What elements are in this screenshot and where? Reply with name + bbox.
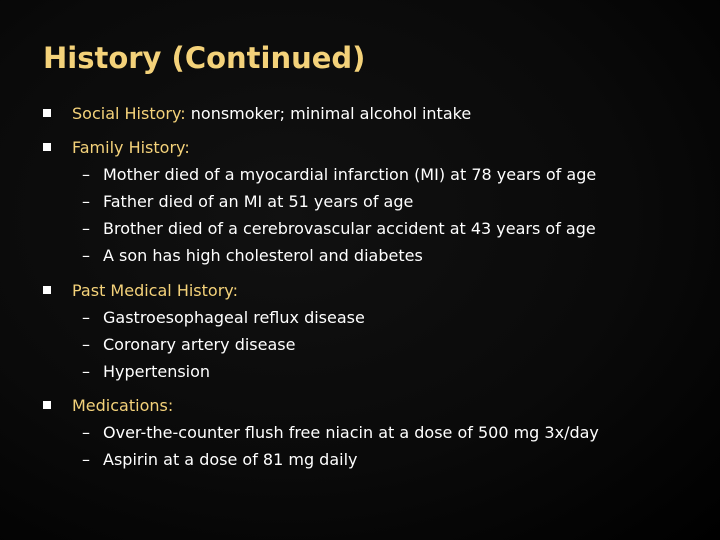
list-item [43, 188, 703, 215]
square-bullet-icon [43, 286, 51, 294]
social-history-value: nonsmoker; minimal alcohol intake [185, 104, 472, 123]
family-history-item: Mother died of a myocardial infarction (MI) at 78 years of age [103, 165, 597, 184]
list-item [43, 446, 703, 473]
dash-bullet-icon: – [82, 165, 90, 184]
social-history-label: Social History: [72, 104, 186, 123]
list-item [43, 419, 703, 446]
social-history-bullet-row [43, 100, 703, 127]
dash-bullet-icon: – [82, 246, 90, 265]
past-medical-history-item: Hypertension [103, 362, 211, 381]
list-item [43, 161, 703, 188]
past-medical-history-label: Past Medical History: [72, 281, 238, 300]
medications-bullet-row [43, 392, 703, 419]
square-bullet-icon [43, 143, 51, 151]
list-item [43, 358, 703, 385]
social-history-section [43, 100, 703, 127]
list-item [43, 331, 703, 358]
past-medical-history-section [43, 277, 703, 385]
dash-bullet-icon: – [82, 450, 90, 469]
social-history-heading [72, 100, 471, 127]
dash-bullet-icon: – [82, 308, 90, 327]
dash-bullet-icon: – [82, 423, 90, 442]
dash-bullet-icon: – [82, 192, 90, 211]
past-medical-history-item: Gastroesophageal reflux disease [103, 308, 365, 327]
family-history-bullet-row [43, 134, 703, 161]
dash-bullet-icon: – [82, 335, 90, 354]
medications-section [43, 392, 703, 473]
dash-bullet-icon: – [82, 219, 90, 238]
family-history-item: Father died of an MI at 51 years of age [103, 192, 414, 211]
family-history-label: Family History: [72, 138, 190, 157]
slide-title: History (Continued) [43, 41, 366, 75]
list-item [43, 304, 703, 331]
medication-item: Aspirin at a dose of 81 mg daily [103, 450, 358, 469]
list-item [43, 242, 703, 269]
square-bullet-icon [43, 401, 51, 409]
family-history-section [43, 134, 703, 269]
medication-item: Over-the-counter flush free niacin at a dose of 500 mg 3x/day [103, 423, 599, 442]
medications-label: Medications: [72, 396, 174, 415]
family-history-item: Brother died of a cerebrovascular accident at 43 years of age [103, 219, 596, 238]
past-medical-history-bullet-row [43, 277, 703, 304]
dash-bullet-icon: – [82, 362, 90, 381]
past-medical-history-item: Coronary artery disease [103, 335, 296, 354]
family-history-item: A son has high cholesterol and diabetes [103, 246, 423, 265]
list-item [43, 215, 703, 242]
square-bullet-icon [43, 109, 51, 117]
